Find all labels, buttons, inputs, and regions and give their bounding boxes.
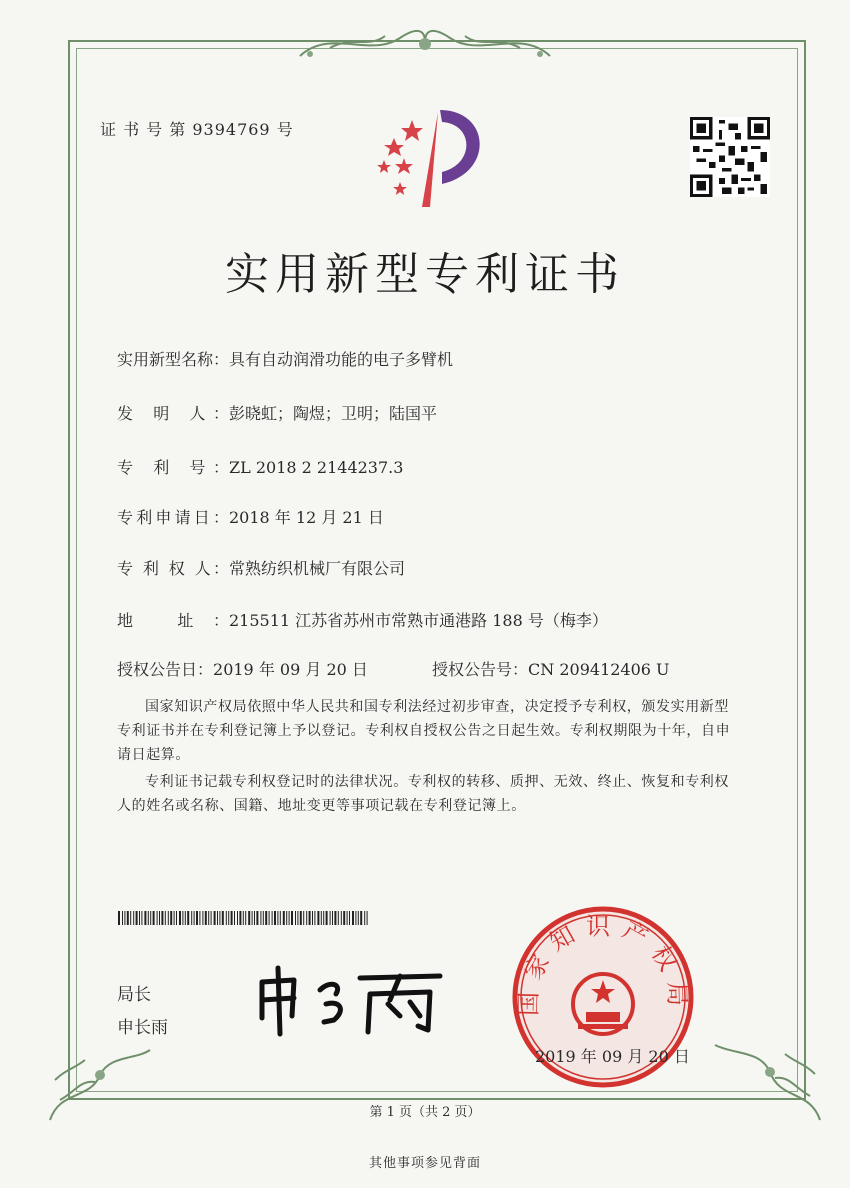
cnipa-logo-icon [370,102,500,212]
director-name: 申长雨 [117,1018,168,1038]
field-label: 专利申请日： [117,508,229,527]
field-value: 彭晓虹；陶煜；卫明；陆国平 [229,404,438,423]
field-patent-number [117,455,403,478]
top-ornament [290,18,560,66]
barcode [118,911,368,925]
director-signature [250,960,450,1040]
field-address [117,608,608,631]
field-patentee [117,556,405,579]
qr-code [690,117,770,197]
field-label: 专 利 权 人： [117,559,229,578]
certificate-number: 证 书 号 第 9394769 号 [100,120,294,139]
field-label: 发 明 人： [117,404,229,423]
field-value: 2018 年 12 月 21 日 [229,508,384,527]
field-value: 常熟纺织机械厂有限公司 [229,559,406,578]
field-label: 实用新型名称： [117,350,230,369]
legal-paragraph-2: 专利证书记载专利权登记时的法律状况。专利权的转移、质押、无效、终止、恢复和专利权人的姓名或名称、国籍、地址变更等事项记载在专利登记簿上。 [117,774,729,814]
field-value: 2019 年 09 月 20 日 [213,660,368,679]
svg-text:国家知识产权局: 国家知识产权局 [514,912,692,1017]
legal-paragraph-1: 国家知识产权局依照中华人民共和国专利法经过初步审查，决定授予专利权，颁发实用新型专利证书并在专利登记簿上予以登记。专利权自授权公告之日起生效。专利权期限为十年，自申请日起算。 [117,699,731,763]
field-label: 授权公告号： [432,660,529,679]
director-title: 局长 [117,985,151,1005]
field-grant-date [117,657,368,680]
field-inventors [117,401,437,424]
field-value: CN 209412406 U [528,660,670,679]
footer-note: 其他事项参见背面 [368,1156,481,1171]
field-grant-number [432,657,670,680]
page-indicator: 第 1 页（共 2 页） [369,1105,481,1120]
field-value: ZL 2018 2 2144237.3 [229,458,404,477]
field-label: 授权公告日： [117,660,214,679]
seal-date: 2019 年 09 月 20 日 [535,1047,690,1066]
field-value: 具有自动润滑功能的电子多臂机 [229,350,454,369]
field-label: 专 利 号： [117,458,229,477]
field-application-date [117,505,384,528]
field-label: 地 址： [117,611,229,630]
field-utility-model-name [117,347,453,370]
field-value: 215511 江苏省苏州市常熟市通港路 188 号（梅李） [229,611,608,630]
certificate-title: 实用新型专利证书 [225,249,625,300]
